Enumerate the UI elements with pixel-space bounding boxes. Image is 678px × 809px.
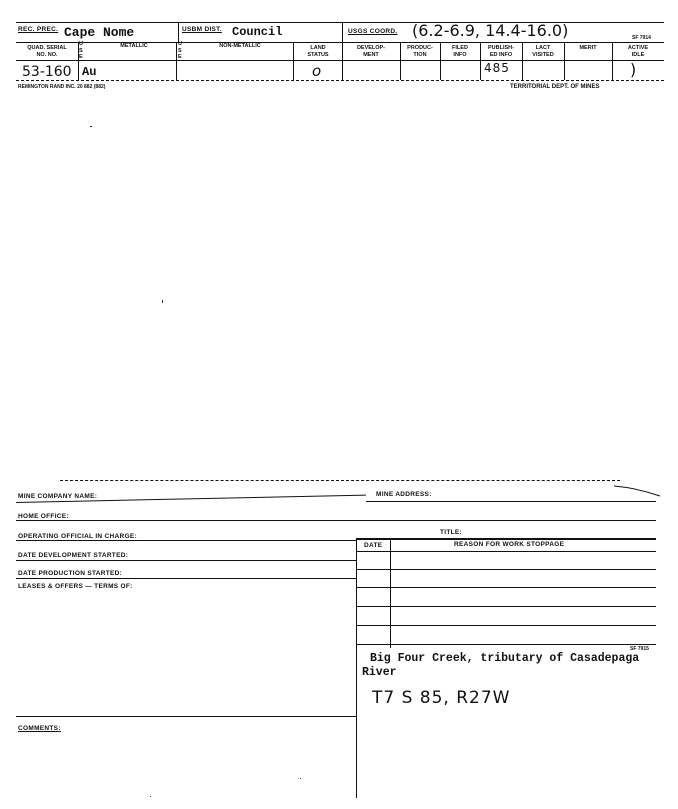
form-number-top: SF 7914 — [632, 35, 651, 41]
col-merit: MERIT — [579, 45, 597, 51]
col-land-status: LAND STATUS — [307, 45, 329, 58]
usgs-coord-value: (6.2-6.9, 14.4-16.0) — [412, 21, 569, 40]
usbm-dist-value: Council — [232, 25, 283, 39]
date-development-started-label: DATE DEVELOPMENT STARTED: — [18, 552, 129, 559]
reason-col-label: REASON FOR WORK STOPPAGE — [454, 541, 565, 548]
home-office-label: HOME OFFICE: — [18, 513, 69, 520]
col-last-visited: LACT VISITED — [532, 45, 554, 58]
col-published-info: PUBLISH- ED INFO — [488, 45, 514, 58]
date-col-label: DATE — [364, 542, 383, 549]
row-quad-serial: 53-160 — [22, 64, 72, 80]
col-production: PRODUC- TION — [407, 45, 433, 58]
row-published-info: 485 — [484, 61, 510, 75]
col-quad-serial: QUAD. SERIAL NO. NO. — [27, 45, 67, 58]
row-metallic: Au — [82, 65, 97, 79]
usbm-dist-label: USBM DIST. — [182, 26, 222, 33]
typed-line-2: River — [362, 666, 397, 679]
footer-left: REMINGTON RAND INC. 20 882 (882) — [18, 84, 106, 90]
form-number-bottom: SF 7915 — [630, 646, 649, 652]
col-active-idle: ACTIVE IDLE — [627, 45, 649, 58]
footer-right: TERRITORIAL DEPT. OF MINES — [510, 84, 600, 90]
date-production-started-label: DATE PRODUCTION STARTED: — [18, 570, 123, 577]
typed-line-1: Big Four Creek, tributary of Casadepaga — [370, 652, 640, 665]
mine-address-label: MINE ADDRESS: — [376, 491, 432, 498]
rec-prec-label: REC. PREC. — [18, 26, 59, 33]
comments-label: COMMENTS: — [18, 725, 61, 732]
title-label: TITLE: — [440, 529, 463, 536]
usgs-coord-label: USGS COORD. — [348, 28, 398, 35]
row-active-idle: ) — [630, 60, 637, 79]
leases-offers-label: LEASES & OFFERS — TERMS OF: — [18, 583, 133, 590]
col-nonmetallic-use: U S E — [178, 41, 182, 60]
mine-company-name-label: MINE COMPANY NAME: — [18, 493, 98, 500]
handwritten-location: T7 S 85, R27W — [372, 688, 511, 708]
col-filed-info: FILED INFO — [452, 45, 468, 58]
operating-official-label: OPERATING OFFICIAL IN CHARGE: — [18, 533, 137, 540]
col-metallic: METALLIC — [120, 43, 148, 49]
rec-prec-value: Cape Nome — [64, 25, 135, 40]
col-nonmetallic: NON-METALLIC — [219, 43, 261, 49]
row-land-status: o — [312, 62, 322, 80]
col-development: DEVELOP- MENT — [356, 45, 386, 58]
col-metallic-use: U S E — [79, 41, 83, 60]
